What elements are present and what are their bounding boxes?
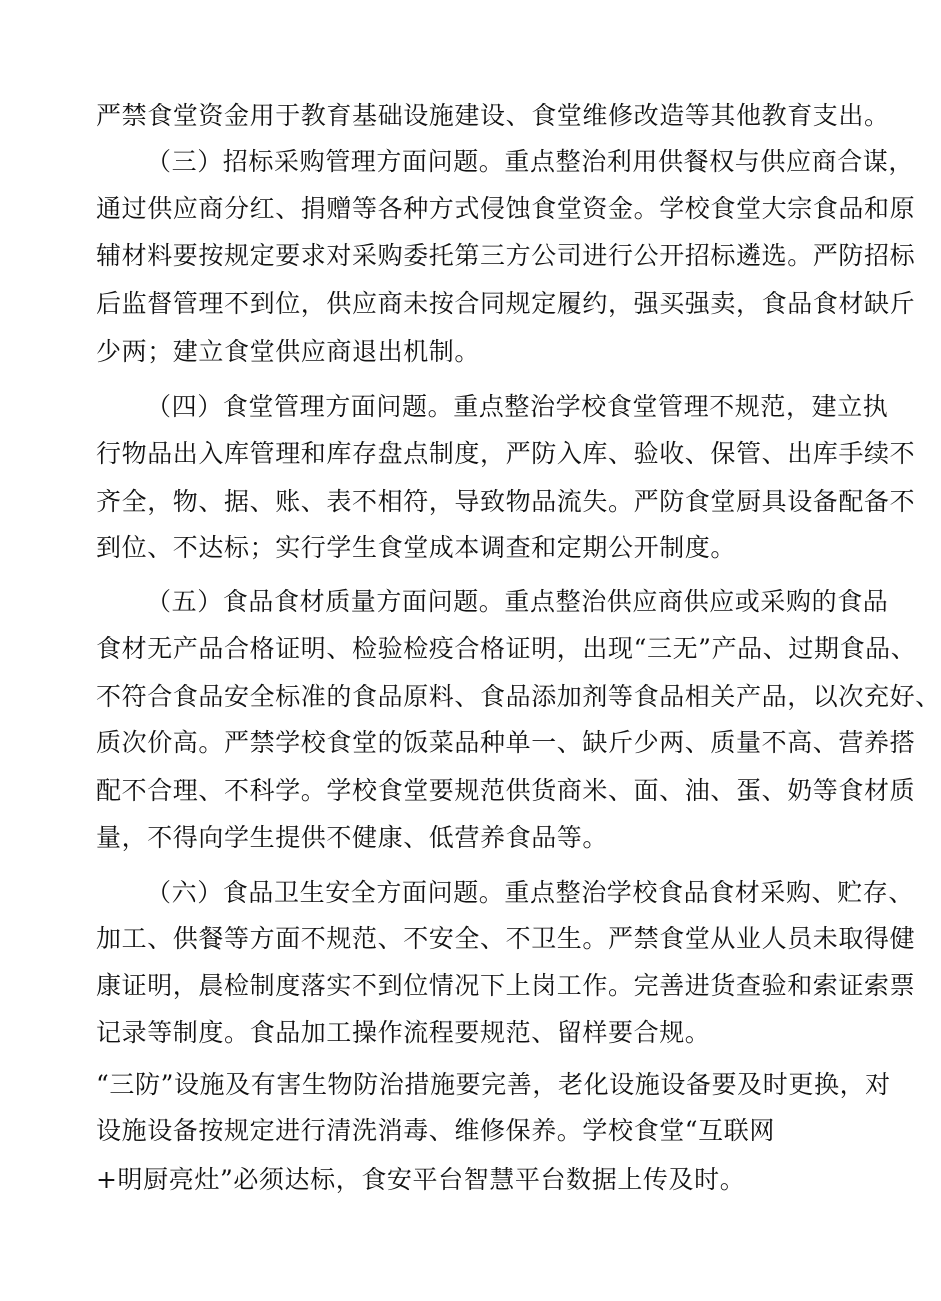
text-line: 配不合理、不科学。学校食堂要规范供货商米、面、油、蛋、奶等食材质 xyxy=(96,776,916,805)
text-line: 食材无产品合格证明、检验检疫合格证明，出现“三无”产品、过期食品、 xyxy=(96,634,917,663)
text-line: 加工、供餐等方面不规范、不安全、不卫生。严禁食堂从业人员未取得健 xyxy=(96,924,916,953)
text-line: “三防”设施及有害生物防治措施要完善，老化设施设备要及时更换，对 xyxy=(96,1070,891,1099)
text-line: 记录等制度。食品加工操作流程要规范、留样要合规。 xyxy=(96,1018,711,1047)
text-line: 后监督管理不到位，供应商未按合同规定履约，强买强卖，食品食材缺斤 xyxy=(96,289,916,318)
text-line: 不符合食品安全标准的食品原料、食品添加剂等食品相关产品，以次充好、 xyxy=(96,682,941,711)
text-line: 到位、不达标；实行学生食堂成本调查和定期公开制度。 xyxy=(96,533,737,562)
text-line: 少两；建立食堂供应商退出机制。 xyxy=(96,337,481,366)
section-heading-line: （五）食品食材质量方面问题。重点整治供应商供应或采购的食品 xyxy=(146,587,889,616)
text-line: 通过供应商分红、捐赠等各种方式侵蚀食堂资金。学校食堂大宗食品和原 xyxy=(96,194,916,223)
text-line: 康证明，晨检制度落实不到位情况下上岗工作。完善进货查验和索证索票 xyxy=(96,971,916,1000)
text-line: 质次价高。严禁学校食堂的饭菜品种单一、缺斤少两、质量不高、营养搭 xyxy=(96,728,916,757)
section-heading-line: （四）食堂管理方面问题。重点整治学校食堂管理不规范，建立执 xyxy=(146,392,889,421)
text-line: 设施设备按规定进行清洗消毒、维修保养。学校食堂“互联网 xyxy=(96,1116,775,1145)
section-heading-line: （六）食品卫生安全方面问题。重点整治学校食品食材采购、贮存、 xyxy=(146,878,915,907)
text-line: 齐全，物、据、账、表不相符，导致物品流失。严防食堂厨具设备配备不 xyxy=(96,487,916,516)
section-heading-line: （三）招标采购管理方面问题。重点整治利用供餐权与供应商合谋， xyxy=(146,147,915,176)
text-line: 行物品出入库管理和库存盘点制度，严防入库、验收、保管、出库手续不 xyxy=(96,439,916,468)
text-line: 辅材料要按规定要求对采购委托第三方公司进行公开招标遴选。严防招标 xyxy=(96,241,916,270)
text-line: 量，不得向学生提供不健康、低营养食品等。 xyxy=(96,823,609,852)
text-line: 严禁食堂资金用于教育基础设施建设、食堂维修改造等其他教育支出。 xyxy=(96,101,890,130)
text-line: +明厨亮灶”必须达标，食安平台智慧平台数据上传及时。 xyxy=(96,1165,746,1194)
